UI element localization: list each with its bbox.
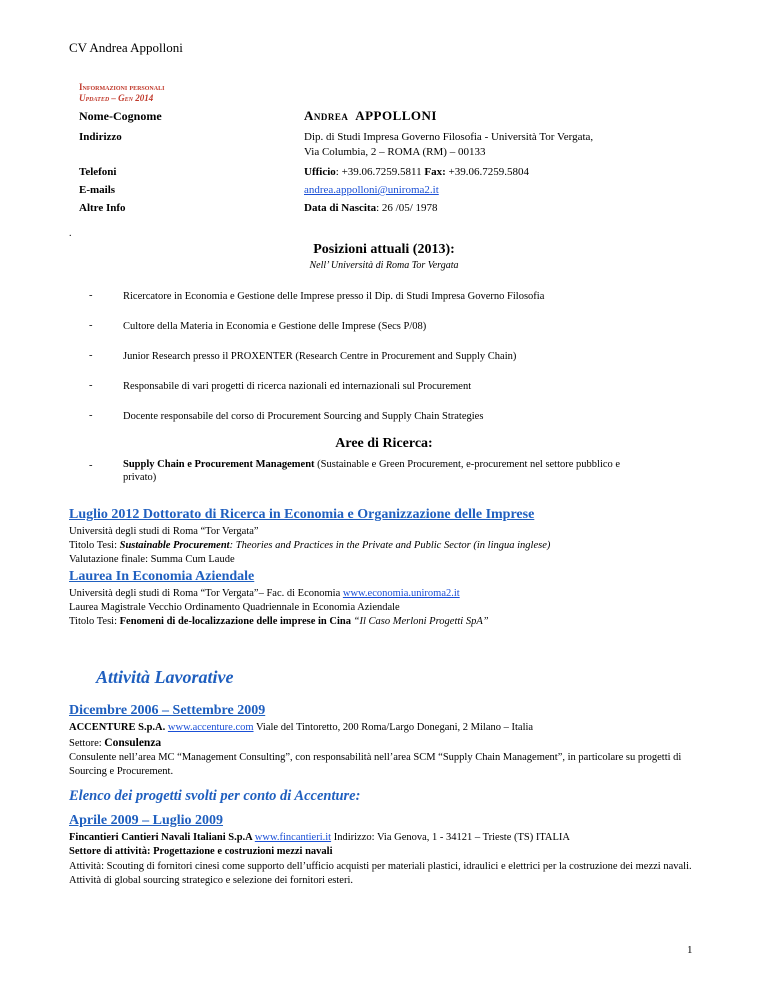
phone-label: Telefoni [79, 166, 117, 178]
project-period: Aprile 2009 – Luglio 2009 [69, 813, 224, 828]
position-item: Junior Research presso il PROXENTER (Research Centre in Procurement and Supply Chain) [123, 351, 517, 362]
name-label: Nome-Cognome [79, 109, 162, 123]
positions-subtitle: Nell’ Università di Roma Tor Vergata [309, 260, 459, 271]
degree-university [69, 588, 460, 599]
phd-thesis-label: Titolo Tesi: [69, 540, 120, 551]
fax-label: Fax: [424, 166, 446, 178]
fax-number: +39.06.7259.5804 [445, 166, 529, 178]
research-rest-2: privato) [123, 472, 157, 483]
phone-value [304, 166, 529, 178]
dot-mark: . [69, 228, 72, 239]
positions-title: Posizioni attuali (2013): [313, 242, 455, 257]
phd-heading: Luglio 2012 Dottorato di Ricerca in Economia e Organizzazione delle Imprese [69, 507, 535, 522]
phd-thesis-bold: Sustainable Procurement [119, 540, 230, 551]
work-sector-label: Settore: [69, 738, 105, 749]
page-header: CV Andrea Appolloni [69, 40, 183, 55]
updated-date: Updated – Gen 2014 [79, 93, 154, 103]
birth-label: Data di Nascita [304, 202, 377, 214]
position-item: Cultore della Materia in Economia e Gestione delle Imprese (Secs P/08) [123, 321, 427, 332]
position-item: Docente responsabile del corso di Procurement Sourcing and Supply Chain Strategies [123, 411, 484, 422]
phd-thesis-rest: : Theories and Practices in the Private and Public Sector (in lingua inglese) [229, 540, 551, 551]
degree-university-text: Università degli studi di Roma “Tor Vergata”– Fac. di Economia [69, 588, 343, 599]
research-bold: Supply Chain e Procurement Management [123, 459, 315, 470]
work-sector [69, 737, 161, 749]
degree-heading: Laurea In Economia Aziendale [69, 569, 255, 584]
project-company-address: Indirizzo: Via Genova, 1 - 34121 – Trieste (TS) ITALIA [331, 832, 571, 843]
accenture-link[interactable]: www.accenture.com [167, 722, 254, 733]
project-description: Attività: Scouting di fornitori cinesi come supporto dell’ufficio acquisti per materiali plastici, idraulici e elettrici per la costruzione dei mezzi navali. Attività di global sourcing strategico e selezione dei fornitori esteri. [69, 861, 692, 886]
degree-thesis-bold: Fenomeni di de-localizzazione delle imprese in Cina [119, 616, 351, 627]
dash: - [89, 350, 93, 361]
projects-title: Elenco dei progetti svolti per conto di Accenture: [69, 788, 361, 804]
page-number: 1 [687, 944, 693, 956]
position-item: Ricercatore in Economia e Gestione delle Imprese presso il Dip. di Studi Impresa Governo Filosofia [123, 291, 545, 302]
work-title: Attività Lavorative [96, 667, 234, 687]
birth-date [304, 202, 438, 214]
last-name: APPOLLONI [355, 108, 437, 123]
phd-grade: Valutazione finale: Summa Cum Laude [69, 554, 235, 565]
office-number: : +39.06.7259.5811 [335, 166, 425, 178]
research-item [123, 458, 713, 484]
office-label: Ufficio [304, 166, 336, 178]
address-line-2: Via Columbia, 2 – ROMA (RM) – 00133 [304, 146, 486, 158]
position-item: Responsabile di vari progetti di ricerca nazionali ed internazionali sul Procurement [123, 381, 472, 392]
email-label: E-mails [79, 184, 116, 196]
degree-thesis-quote: “Il Caso Merloni Progetti SpA” [351, 616, 489, 627]
economia-link[interactable]: www.economia.uniroma2.it [342, 588, 460, 599]
phd-thesis [69, 540, 550, 551]
dash: - [89, 290, 93, 301]
dash: - [89, 320, 93, 331]
personal-info-section-label [79, 82, 164, 104]
work-sector-value: Consulenza [104, 737, 162, 749]
first-name: Andrea [304, 108, 349, 123]
project-company-name: Fincantieri Cantieri Navali Italiani S.p.A [69, 832, 255, 843]
project-company [69, 832, 570, 843]
address-line-1: Dip. di Studi Impresa Governo Filosofia - Università Tor Vergata, [304, 131, 594, 143]
dash: - [89, 460, 93, 471]
address-label: Indirizzo [79, 131, 122, 143]
work-description: Consulente nell’area MC “Management Consulting”, con responsabilità nell’area SCM “Supply Chain Management”, in particolare su progetti di Sourcing e Procurement. [69, 752, 682, 777]
personal-info-heading: Informazioni personali [79, 82, 165, 92]
degree-type: Laurea Magistrale Vecchio Ordinamento Quadriennale in Economia Aziendale [69, 602, 400, 613]
work-company-address: Viale del Tintoretto, 200 Roma/Largo Donegani, 2 Milano – Italia [253, 722, 534, 733]
work-company [69, 722, 533, 733]
work-period: Dicembre 2006 – Settembre 2009 [69, 703, 266, 718]
degree-thesis-label: Titolo Tesi: [69, 616, 120, 627]
email-value[interactable] [304, 184, 439, 196]
work-company-name: ACCENTURE S.p.A. [69, 722, 168, 733]
email-link[interactable]: andrea.appolloni@uniroma2.it [304, 184, 439, 196]
degree-thesis [69, 616, 489, 627]
birth-value: : 26 /05/ 1978 [376, 202, 438, 214]
other-info-label: Altre Info [79, 202, 126, 214]
fincantieri-link[interactable]: www.fincantieri.it [254, 832, 332, 843]
phd-university: Università degli studi di Roma “Tor Vergata” [69, 526, 259, 537]
research-rest: (Sustainable e Green Procurement, e-procurement nel settore pubblico e [314, 459, 621, 470]
name-value [304, 108, 437, 124]
project-sector: Settore di attività: Progettazione e costruzioni mezzi navali [69, 846, 333, 857]
dash: - [89, 380, 93, 391]
dash: - [89, 410, 93, 421]
research-title: Aree di Ricerca: [335, 436, 433, 451]
